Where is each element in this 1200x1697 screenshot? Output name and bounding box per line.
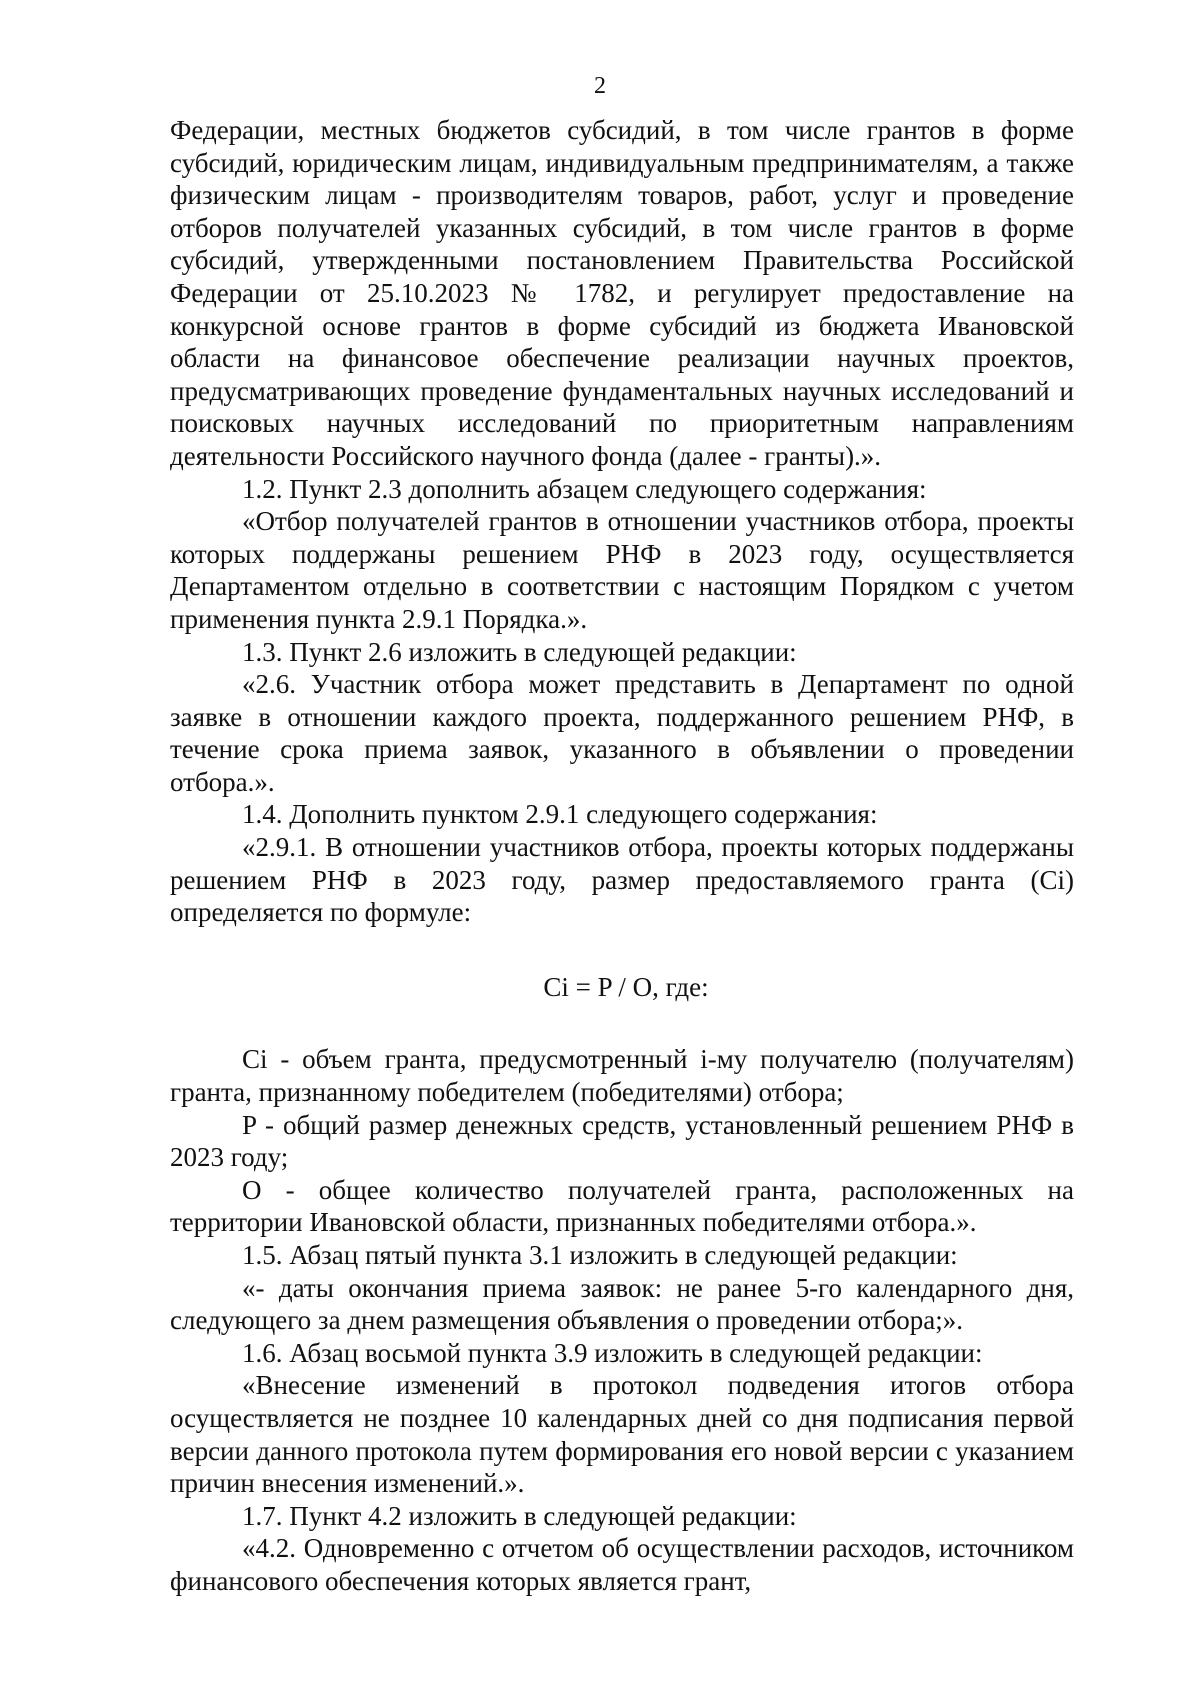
- paragraph-definition-p: P - общий размер денежных средств, установленный решением РНФ в 2023 году;: [170, 1109, 1074, 1173]
- paragraph-item-1-3: 1.3. Пункт 2.6 изложить в следующей редакции:: [242, 636, 797, 667]
- paragraph-item-1-6: 1.6. Абзац восьмой пункта 3.9 изложить в следующей редакции:: [242, 1337, 983, 1368]
- paragraph-item-1-2: 1.2. Пункт 2.3 дополнить абзацем следующего содержания:: [242, 473, 927, 504]
- paragraph-quote-2-3: «Отбор получателей грантов в отношении участников отбора, проекты которых поддержаны решением РНФ в 2023 году, осуществляется Департаментом отдельно в соответствии с настоящим Порядком с учетом применения пункта 2.9.1 Порядка.».: [170, 506, 1074, 634]
- document-body: [170, 114, 1074, 1598]
- paragraph-continuation: Федерации, местных бюджетов субсидий, в том числе грантов в форме субсидий, юридическим лицам, индивидуальным предпринимателям, а также физическим лицам - производителям товаров, работ, услуг и проведение отборов получателей указанных субсидий, в том числе грантов в форме субсидий, утвержденными постановлением Правительства Российской Федерации от 25.10.2023 № 1782, и регулирует предоставление на конкурсной основе грантов в форме субсидий из бюджета Ивановской области на финансовое обеспечение реализации научных проектов, предусматривающих проведение фундаментальных научных исследований и поисковых научных исследований по приоритетным направлениям деятельности Российского научного фонда (далее - гранты).».: [170, 115, 1074, 471]
- paragraph-definition-o: О - общее количество получателей гранта, расположенных на территории Ивановской области, признанных победителями отбора.».: [170, 1174, 1074, 1238]
- paragraph-item-1-5: 1.5. Абзац пятый пункта 3.1 изложить в следующей редакции:: [242, 1240, 958, 1270]
- paragraph-quote-2-9-1: «2.9.1. В отношении участников отбора, проекты которых поддержаны решением РНФ в 2023 году, размер предоставляемого гранта (Ci) определяется по формуле:: [170, 832, 1074, 928]
- paragraph-quote-3-9: «Внесение изменений в протокол подведения итогов отбора осуществляется не позднее 10 календарных дней со дня подписания первой версии данного протокола путем формирования его новой версии с указанием причин внесения изменений.».: [170, 1370, 1074, 1499]
- formula: Ci = P / O, где:: [543, 971, 709, 1002]
- paragraph-quote-3-1: «- даты окончания приема заявок: не ранее 5-го календарного дня, следующего за днем размещения объявления о проведении отбора;».: [170, 1272, 1074, 1336]
- page-number: 2: [594, 73, 606, 99]
- paragraph-quote-4-2: «4.2. Одновременно с отчетом об осуществлении расходов, источником финансового обеспечения которых является грант,: [170, 1533, 1074, 1596]
- paragraph-item-1-7: 1.7. Пункт 4.2 изложить в следующей редакции:: [242, 1500, 797, 1531]
- paragraph-quote-2-6: «2.6. Участник отбора может представить в Департамент по одной заявке в отношении каждого проекта, поддержанного решением РНФ, в течение срока приема заявок, указанного в объявлении о проведении отбора.».: [170, 669, 1074, 797]
- paragraph-definition-ci: Ci - объем гранта, предусмотренный i-му получателю (получателям) гранта, признанному победителем (победителями) отбора;: [170, 1044, 1074, 1108]
- paragraph-item-1-4: 1.4. Дополнить пунктом 2.9.1 следующего содержания:: [242, 799, 878, 830]
